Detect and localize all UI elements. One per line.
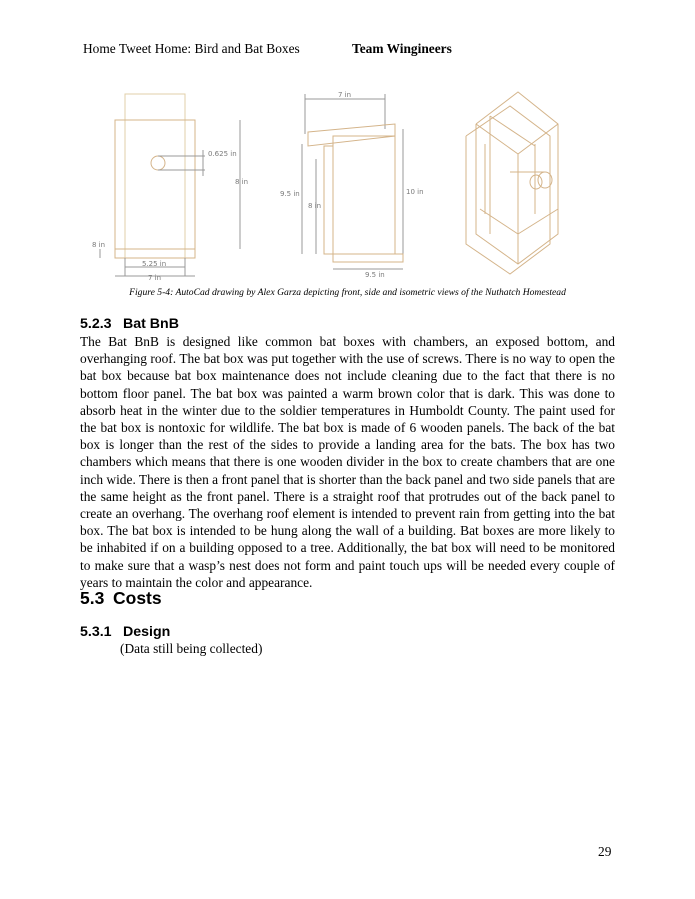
dim-label: 8 in <box>92 241 106 249</box>
bat-bnb-paragraph: The Bat BnB is designed like common bat boxes with chambers, an exposed bottom, and overhanging roof. The bat box was put together with the use of screws. There is no way to open the bat box because bat box maintenance does not include cleaning due to the fact that there is no bottom floor panel. The bat box was painted a warm brown color that is dark. This was done to absorb heat in the winter due to the soldier temperatures in Humboldt County. The paint used for the bat box is nontoxic for wildlife. The bat box is made of 6 wooden panels. The back of the bat box is longer than the rest of the sides to provide a landing area for the bats. The box has two chambers which means that there is one wooden divider in the box to create chambers that are one inch wide. There is then a front panel that is shorter than the back panel and two side panels that are the same height as the front panel. There is a straight roof that protrudes out of the back panel to create an overhang. The overhang roof element is intended to prevent rain from getting into the bat box. The bat box is intended to be hung along the wall of a building. Bat boxes are more likely to be inhabited if on a building opposed to a tree. Additionally, the bat box will need to be monitored to make sure that a wasp’s nest does not form and paint touch ups will be needed every couple of years to maintain the color and appearance. <box>80 334 615 590</box>
section-title: Costs <box>113 588 162 608</box>
dim-label: 9.5 in <box>365 271 385 279</box>
section-heading-bat-bnb <box>80 316 179 332</box>
dim-label: 9.5 in <box>280 190 300 198</box>
dim-label: 5.25 in <box>142 260 167 268</box>
section-number: 5.2.3 <box>80 316 112 332</box>
section-number: 5.3 <box>80 588 105 608</box>
data-pending-note: (Data still being collected) <box>120 641 263 656</box>
section-number: 5.3.1 <box>80 624 112 640</box>
dim-label: 8 in <box>235 178 249 186</box>
dim-label: 10 in <box>406 188 424 196</box>
autocad-drawing-figure <box>80 84 620 284</box>
figure-caption: Figure 5-4: AutoCad drawing by Alex Garza depicting front, side and isometric views of the Nuthatch Homestead <box>129 287 566 298</box>
dim-label: 8 in <box>308 202 322 210</box>
dim-label: 7 in <box>148 274 162 282</box>
dim-label: 7 in <box>338 91 352 99</box>
side-view <box>302 94 403 269</box>
section-title: Design <box>123 624 171 640</box>
section-heading-design <box>80 624 170 640</box>
running-header-title: Home Tweet Home: Bird and Bat Boxes <box>83 41 300 56</box>
running-header-team: Team Wingineers <box>352 41 452 56</box>
front-view <box>100 94 240 276</box>
section-title: Bat BnB <box>123 316 179 332</box>
page-number: 29 <box>598 844 612 859</box>
dim-label: 0.625 in <box>208 150 237 158</box>
section-heading-costs <box>80 588 162 609</box>
isometric-view <box>466 92 558 274</box>
